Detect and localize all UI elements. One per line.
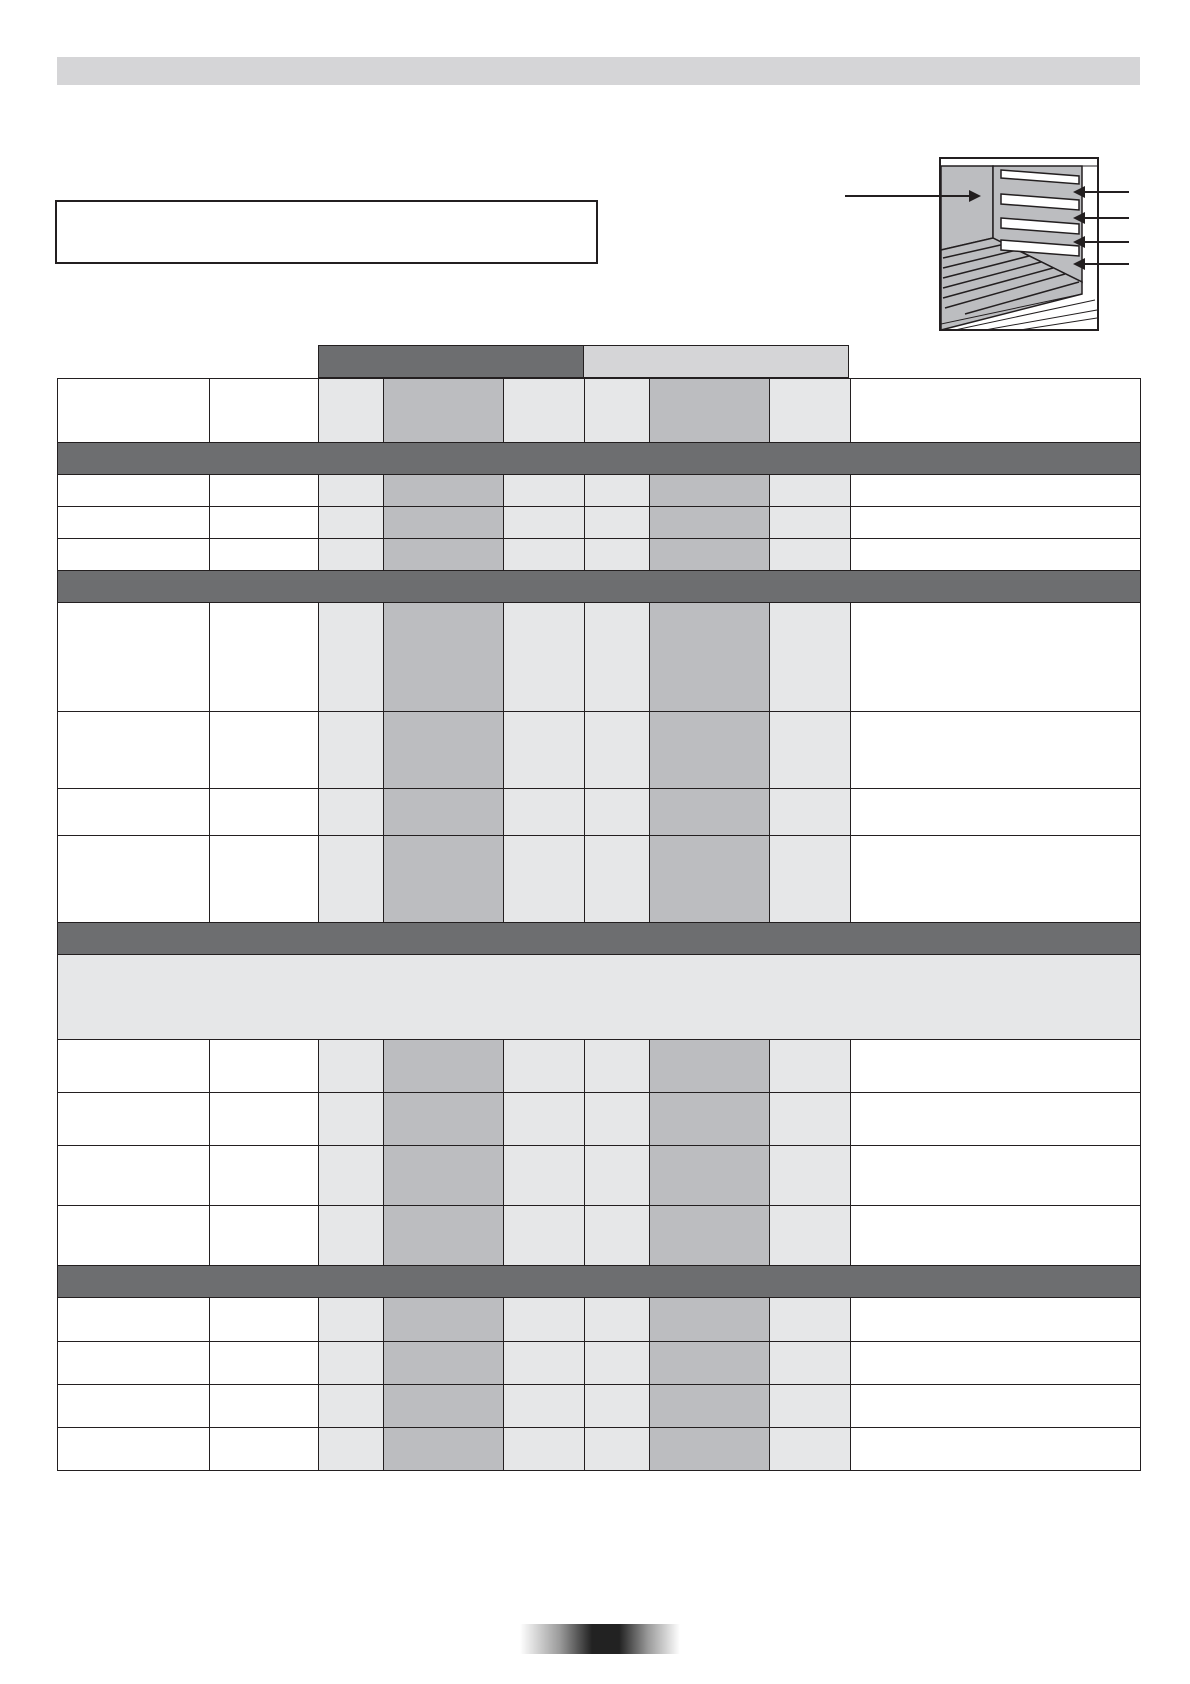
table-row (58, 789, 1141, 836)
section-row (58, 1266, 1141, 1298)
cooking-table (57, 378, 1141, 1471)
table-row (58, 712, 1141, 789)
note-box (55, 200, 598, 264)
table-row (58, 1040, 1141, 1093)
section-header-bar (57, 57, 1140, 85)
column-group-header-2 (584, 345, 849, 378)
page-number-badge (520, 1624, 680, 1654)
section-row (58, 443, 1141, 475)
table-row (58, 1146, 1141, 1206)
oven-shelf-diagram-icon (845, 154, 1135, 334)
section-row (58, 571, 1141, 603)
section-row (58, 923, 1141, 955)
table-row (58, 1342, 1141, 1385)
table-row (58, 475, 1141, 507)
table-row (58, 1428, 1141, 1471)
table-row (58, 1093, 1141, 1146)
table-row (58, 1385, 1141, 1428)
table-row (58, 1298, 1141, 1342)
section-note-row (58, 955, 1141, 1040)
column-group-header-1 (318, 345, 584, 378)
table-row (58, 836, 1141, 923)
table-row (58, 539, 1141, 571)
table-row (58, 1206, 1141, 1266)
table-row (58, 507, 1141, 539)
table-header-row (58, 379, 1141, 443)
table-row (58, 603, 1141, 712)
